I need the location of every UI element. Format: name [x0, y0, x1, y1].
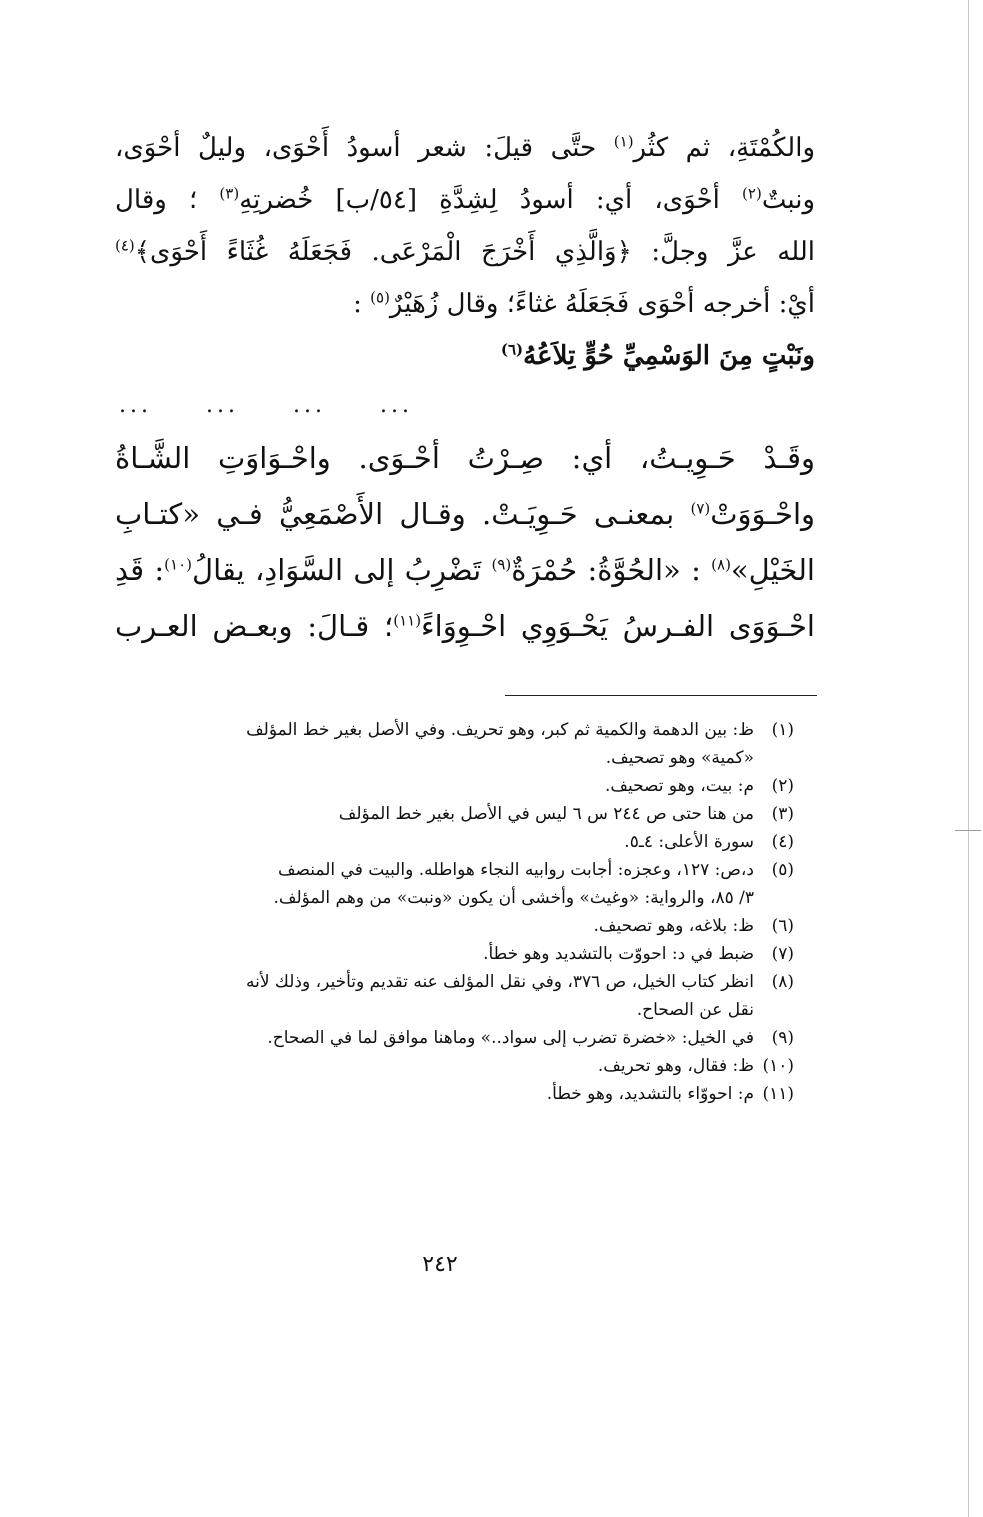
footnote-number: (٥): [771, 860, 794, 880]
footnote-text: [108, 856, 754, 912]
footnote: [108, 828, 794, 856]
footnote-ref-1[interactable]: (١): [613, 132, 634, 151]
footnote-number: (٣): [771, 804, 794, 824]
footnote-text: [108, 800, 754, 828]
footnotes: [108, 716, 794, 1108]
footnote-number: (١٠): [762, 1056, 794, 1076]
text-run: والكُمْتَةِ، ثم كثُر: [633, 133, 815, 163]
text-run: أحْوَى، أي: أسودُ لِشِدَّةِ [٥٤/ب] خُضرتِهِ: [239, 185, 720, 215]
footnote: [108, 772, 794, 800]
footnote-number: (١١): [762, 1084, 794, 1104]
paragraph-2: [115, 430, 815, 654]
footnote-number: (٢): [771, 776, 794, 796]
footnote-number: (٨): [771, 972, 794, 992]
text-run: بمعنـى حَـوِيَـتْ. وقـال الأَصْمَعِيُّ فـي «كتـابِ: [115, 497, 675, 531]
verse-text: ونَبْتٍ مِنَ الوَسْمِيِّ حُوٍّ تِلاَعُهُ: [523, 341, 815, 371]
footnote-line: انظر كتاب الخيل، ص ٣٧٦، وفي نقل المؤلف عنه تقديم وتأخير، وذلك لأنه: [245, 972, 754, 992]
text-run: : «الحُوَّةُ: حُمْرَةٌ: [511, 553, 701, 587]
footnote-ref-7[interactable]: (٧): [690, 499, 711, 518]
text-run: تَضْرِبُ إلى السَّوَادِ، يقالُ: [192, 553, 482, 587]
footnote-text: [108, 1024, 754, 1052]
footnote-ref-9[interactable]: (٩): [491, 555, 512, 574]
quran-quote: الله عزَّ وجلَّ: ﴿وَالَّذِي أَخْرَجَ الْمَرْعَى. فَجَعَلَهُ غُثَاءً أَحْوَى﴾: [134, 237, 815, 267]
footnote-text: [108, 968, 754, 1024]
footnote-ref-8[interactable]: (٨): [711, 555, 731, 574]
verse-ellipsis: [115, 382, 815, 430]
footnote: [108, 940, 794, 968]
footnote-number: (٩): [771, 1028, 794, 1048]
footnote: [108, 800, 794, 828]
text-run: حتَّى قيلَ: شعر أسودُ أَحْوَى، وليلٌ أحْوَى،: [115, 133, 597, 163]
text-run: ؛ وقال: [115, 185, 198, 215]
footnote-line: سورة الأعلى: ٤ـ٥.: [624, 832, 754, 852]
footnote-ref-4[interactable]: (٤): [115, 236, 135, 255]
text-run: الخَيْلِ»: [730, 553, 815, 587]
footnote-text: [108, 828, 754, 856]
ellipsis-dots: ...: [292, 393, 326, 418]
scan-edge-line: [968, 0, 969, 1517]
footnote-ref-2[interactable]: (٢): [742, 184, 762, 203]
ellipsis-dots: ...: [119, 393, 152, 418]
footnote-line: ظ: بلاغه، وهو تصحيف.: [593, 916, 754, 936]
footnote-ref-5[interactable]: (٥): [370, 288, 390, 307]
footnote-line: ظ: فقال، وهو تحريف.: [597, 1056, 754, 1076]
footnote: [108, 1080, 794, 1108]
footnote-line: م: بيت، وهو تصحيف.: [604, 776, 754, 796]
main-text: [115, 122, 815, 654]
text-line-7: [115, 486, 815, 542]
footnote-ref-3[interactable]: (٣): [219, 184, 240, 203]
footnote-line: ٣/ ٨٥، والرواية: «وغيث» وأخشى أن يكون «ونبت» من وهم المؤلف.: [273, 888, 754, 908]
footnote-ref-10[interactable]: (١٠): [164, 555, 192, 574]
text-run: :: [353, 289, 362, 319]
footnote-number: (٧): [771, 944, 794, 964]
footnote-number: (٦): [771, 916, 794, 936]
text-run: وقَـدْ حَـوِيـتُ، أي: صِـرْتُ أحْـوَى. واحْـوَاوَتِ الشَّـاةُ: [115, 441, 815, 475]
footnote-separator: [505, 695, 817, 696]
footnote-line: في الخيل: «خضرة تضرب إلى سواد..» وماهنا موافق لما في الصحاح.: [267, 1028, 754, 1048]
footnote-line: ضبط في د: احووّت بالتشديد وهو خطأ.: [483, 944, 754, 964]
footnote: [108, 912, 794, 940]
footnote-text: [108, 1080, 754, 1108]
text-line-4: [115, 278, 815, 330]
ellipsis-dots: ...: [379, 393, 413, 418]
footnote: [108, 1052, 794, 1080]
text-run: : قَدِ: [115, 553, 165, 587]
footnote: [108, 968, 794, 1024]
footnote-line: ظ: بين الدهمة والكمية ثم كبر، وهو تحريف. وفي الأصل بغير خط المؤلف: [246, 720, 754, 740]
footnote-line: د،ص: ١٢٧، وعجزه: أجابت روابيه النجاء هواطله. والبيت في المنصف: [277, 860, 754, 880]
page-number: ٢٤٢: [422, 1252, 458, 1277]
footnote-text: [108, 716, 754, 772]
footnote-number: (٤): [771, 832, 794, 852]
text-line-2: [115, 174, 815, 226]
text-run: أيْ: أخرجه أحْوَى فَجَعَلَهُ غثاءً؛ وقال زُهَيْرٌ: [389, 289, 815, 319]
text-run: احْـوَوَى الفـرسُ يَحْـوَوِي احْـوِوَاءً: [421, 609, 815, 643]
text-run: ونبتٌ: [761, 185, 815, 215]
text-run: واحْـوَوَتْ: [710, 497, 815, 531]
text-line-6: [115, 430, 815, 486]
footnote-line: من هنا حتى ص ٢٤٤ س ٦ ليس في الأصل بغير خط المؤلف: [338, 804, 754, 824]
footnote: [108, 1024, 794, 1052]
footnote-line: نقل عن الصحاح.: [636, 1000, 754, 1020]
footnote-text: [108, 940, 754, 968]
verse-line: [115, 330, 815, 382]
text-line-9: [115, 598, 815, 654]
footnote-ref-6[interactable]: (٦): [500, 340, 524, 359]
margin-tick: [955, 830, 981, 831]
text-run: ؛ قـالَ: وبعـض العـرب: [115, 609, 394, 643]
footnote-text: [108, 772, 754, 800]
text-line-1: [115, 122, 815, 174]
ellipsis-dots: ...: [205, 393, 239, 418]
footnote-line: م: احووّاء بالتشديد، وهو خطأ.: [546, 1084, 754, 1104]
text-line-3: [115, 226, 815, 278]
footnote: [108, 716, 794, 772]
text-line-8: [115, 542, 815, 598]
footnote-ref-11[interactable]: (١١): [393, 611, 422, 630]
footnote-text: [108, 912, 754, 940]
footnote-text: [108, 1052, 754, 1080]
footnote-line: «كمية» وهو تصحيف.: [605, 748, 754, 768]
footnote: [108, 856, 794, 912]
footnote-number: (١): [771, 720, 794, 740]
